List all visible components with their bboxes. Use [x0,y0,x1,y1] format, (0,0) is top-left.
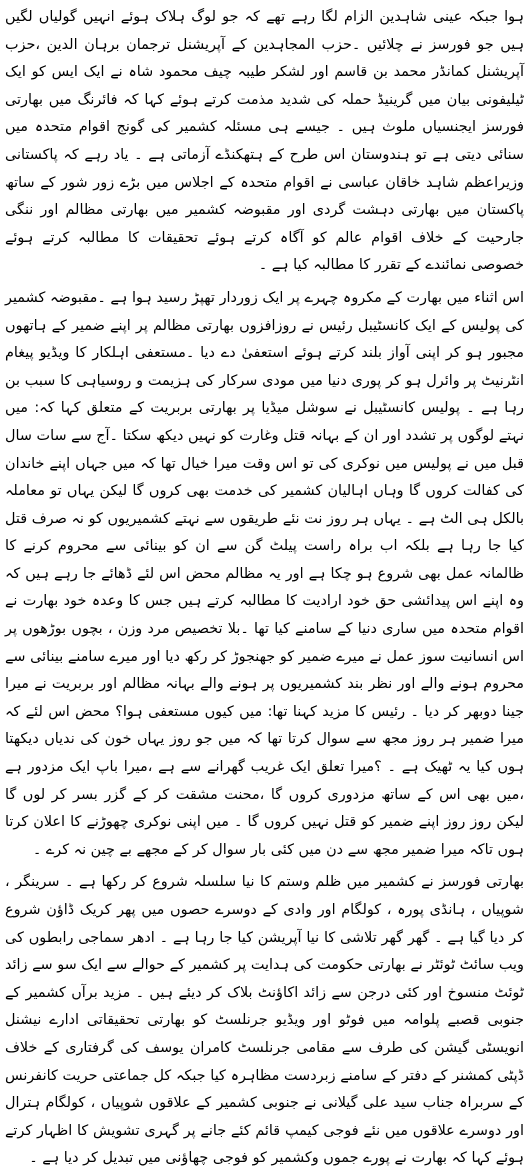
article-paragraph-3: بھارتی فورسز نے کشمیر میں ظلم وستم کا نیا سلسلہ شروع کر رکھا ہے ۔ سرینگر ، شوپیاں ، ہانڈی پورہ ، کولگام اور وادی کے دوسرے حصوں میں پھر کریک ڈاؤن شروع کر دیا گیا ہے ۔ گھر گھر تلاشی کا نیا آپریشن کیا جا رہا ہے ۔ ادھر سماجی رابطوں کی ویب سائٹ ٹوئٹر نے بھارتی حکومت کی ہدایت پر کشمیر کے حوالے سے ایک سو سے زائد ٹوئٹ منسوخ اور کئی درجن سے زائد اکاؤنٹ بلاک کر دیئے ہیں ۔ مزید برآں کشمیر کے جنوبی قصبے پلوامہ میں فوٹو اور ویڈیو جرنلسٹ کو بھارتی تحقیقاتی ادارے نیشنل انویسٹی گیشن کی طرف سے مقامی جرنلسٹ کامران یوسف کی گرفتاری کے خلاف ڈپٹی کمشنر کے دفتر کے سامنے زبردست مظاہرہ کیا جبکہ کل جماعتی حریت کانفرنس کے سربراہ جناب سید علی گیلانی نے جنوبی کشمیر کے علاقوں شوپیاں ، کولگام ہترال اور دوسرے علاقوں میں نئے فوجی کیمپ قائم کئے جانے پر گہری تشویش کا اظہار کرتے ہوئے کہا کہ بھارت نے پورے جموں وکشمیر کو فوجی چھاؤنی میں تبدیل کر دیا ہے ۔ [5,874,524,1167]
article-paragraph-1: ہوا جبکہ عینی شاہدین الزام لگا رہے تھے کہ جو لوگ ہلاک ہوئے انہیں گولیاں لگیں ہیں جو فورسز نے چلائیں ۔حزب المجاہدین کے آپریشنل ترجمان برہان الدین ،حزب آپریشنل کمانڈر محمد بن قاسم اور لشکر طیبہ چیف محمود شاہ نے ایک ایس کو ایک ٹیلیفونی بیان میں گرینیڈ حملہ کی شدید مذمت کرتے ہوئے کہا کہ فائرنگ میں بھارتی فورسز ایجنسیاں ملوث ہیں ۔ جیسے ہی مسئلہ کشمیر کی گونج اقوام متحدہ میں سنائی دیتی ہے تو ہندوستان اس طرح کے ہتھکنڈے آزماتی ہے ۔ یاد رہے کہ پاکستانی وزیراعظم شاہد خاقان عباسی نے اقوام متحدہ کے اجلاس میں بڑے زور شور کے ساتھ پاکستان میں بھارتی دہشت گردی اور مقبوضہ کشمیر میں بھارتی مظالم اور ننگی جارحیت کے خلاف اقوام عالم کو آگاہ کرتے ہوئے تحقیقات کا مطالبہ کرتے ہوئے خصوصی نمائندے کے تقرر کا مطالبہ کیا ہے ۔ [5,9,524,274]
article-paragraph-2: اس اثناء میں بھارت کے مکروہ چہرے پر ایک زوردار تھپڑ رسید ہوا ہے ۔مقبوضہ کشمیر کی پولیس کے ایک کانسٹیبل رئیس نے روزافزوں بھارتی مظالم پر اپنے ضمیر کے ہاتھوں مجبور ہو کر اپنی آواز بلند کرتے ہوئے استعفیٰ دے دیا ۔مستعفی اہلکار کا ویڈیو پیغام انٹرنیٹ پر وائرل ہو کر پوری دنیا میں مودی سرکار کی ہزیمت و روسیاہی کا سبب بن رہا ہے ۔ پولیس کانسٹیبل نے سوشل میڈیا پر بھارتی بربریت کے متعلق کہا کہ: میں نہتے لوگوں پر تشدد اور ان کے بہانہ قتل وغارت کو نہیں دیکھ سکتا ۔آج سے سات سال قبل میں نے پولیس میں نوکری کی تو اس وقت میرا خیال تھا کہ میں جہاں اپنے خاندان کی کفالت کروں گا وہاں اہالیان کشمیر کی خدمت بھی کروں گا لیکن یہاں تو معاملہ بالکل ہی الٹ ہے ۔ یہاں ہر روز نت نئے طریقوں سے نہتے کشمیریوں کو نہ صرف قتل کیا جا رہا ہے بلکہ اب براہ راست پیلٹ گن سے ان کو بینائی سے محروم کرنے کا ظالمانہ عمل بھی شروع ہو چکا ہے اور یہ مظالم محض اس لئے ڈھائے جا رہے ہیں کہ وہ اپنے اس پیدائشی حق خود ارادیت کا مطالبہ کرتے ہیں جس کا وعدہ خود بھارت نے اقوام متحدہ میں ساری دنیا کے سامنے کیا تھا ۔بلا تخصیص مرد وزن ، بچوں بوڑھوں پر اس انسانیت سوز عمل نے میرے ضمیر کو جھنجوڑ کر رکھ دیا اور میرے سامنے بینائی سے محروم ہونے والے اور نظر بند کشمیریوں پر ہونے والے بہانہ مظالم اور بربریت نے میرا جینا دوبھر کر دیا ۔ رئیس کا مزید کہنا تھا: میں کیوں مستعفی ہوا؟ محض اس لئے کہ میرا ضمیر ہر روز مجھ سے سوال کرتا تھا کہ میں جو روز یہاں خون کی ندیاں دیکھتا ہوں کیا یہ ٹھیک ہے ۔ ؟میرا تعلق ایک غریب گھرانے سے ہے ،میرا باپ ایک مزدور ہے ،میں بھی اس کے ساتھ مزدوری کروں گا ،محنت مشقت کر کے گزر بسر کر لوں گا لیکن روز روز اپنے ضمیر کو قتل نہیں کروں گا ۔ میں اپنی نوکری چھوڑنے کا اعلان کرتا ہوں تاکہ میرا ضمیر مجھ سے دن میں کئی بار سوال کر کے مجھے بے چین نہ کرے ۔ [5,289,524,858]
